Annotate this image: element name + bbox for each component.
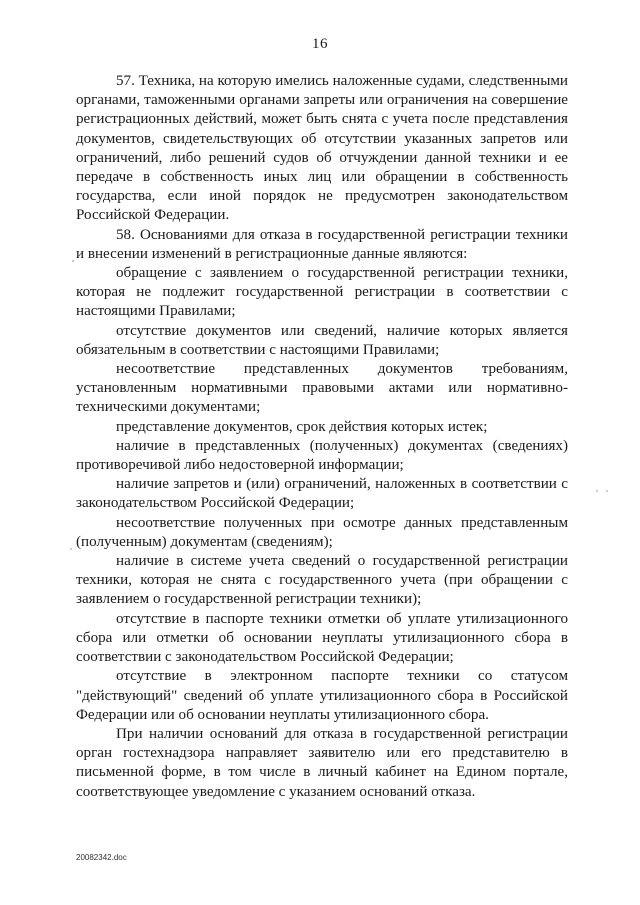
scan-speck [72,260,74,262]
closing-paragraph: При наличии оснований для отказа в государственной регистрации орган гостехнадзора направляет заявителю или его представителю в письменной форме, в том числе в личный кабинет на Едином портале, соответствующее уведомление с указанием оснований отказа. [76,725,568,800]
scan-speck [596,490,598,492]
document-body [76,72,568,802]
scan-speck [606,490,608,492]
scan-speck [70,548,72,550]
list-item: наличие в системе учета сведений о государственной регистрации техники, которая не снята с государственного учета (при обращении с заявлением о государственной регистрации техники); [76,553,568,608]
list-item: отсутствие в паспорте техники отметки об уплате утилизационного сбора или отметки об основании неуплаты утилизационного сбора в соответствии с законодательством Российской Федерации; [76,610,568,666]
list-item: представление документов, срок действия которых истек; [116,418,488,435]
list-item: обращение с заявлением о государственной регистрации техники, которая не подлежит государственной регистрации в соответствии с настоящими Правилами; [76,265,568,320]
list-item: несоответствие полученных при осмотре данных представленным (полученным) документам (сведениям); [76,514,568,550]
list-item: отсутствие документов или сведений, наличие которых является обязательным в соответствии с настоящими Правилами; [76,322,568,358]
paragraph-57: 57. Техника, на которую имелись наложенные судами, следственными органами, таможенными органами запреты или ограничения на совершение регистрационных действий, может быть снята с учета после представления документов, свидетельствующих об отсутствии указанных запретов или ограничений, либо решений судов об отчуждении данной техники и ее передаче в собственность иных лиц или обращении в собственность государства, если иной порядок не предусмотрен законодательством Российской Федерации. [76,73,568,224]
list-item: отсутствие в электронном паспорте техники со статусом "действующий" сведений об уплате утилизационного сбора в Российской Федерации или об основании неуплаты утилизационного сбора. [76,668,568,723]
paragraph-58: 58. Основаниями для отказа в государственной регистрации техники и внесении изменений в регистрационные данные являются: [76,226,568,262]
list-item: несоответствие представленных документов требованиям, установленным нормативными правовыми актами или нормативно-техническими документами; [76,361,568,416]
page-number: 16 [312,36,328,52]
list-item: наличие в представленных (полученных) документах (сведениях) противоречивой либо недостоверной информации; [76,437,568,474]
list-item: наличие запретов и (или) ограничений, наложенных в соответствии с законодательством Российской Федерации; [76,476,568,512]
file-name-footer: 20082342.doc [76,853,127,862]
